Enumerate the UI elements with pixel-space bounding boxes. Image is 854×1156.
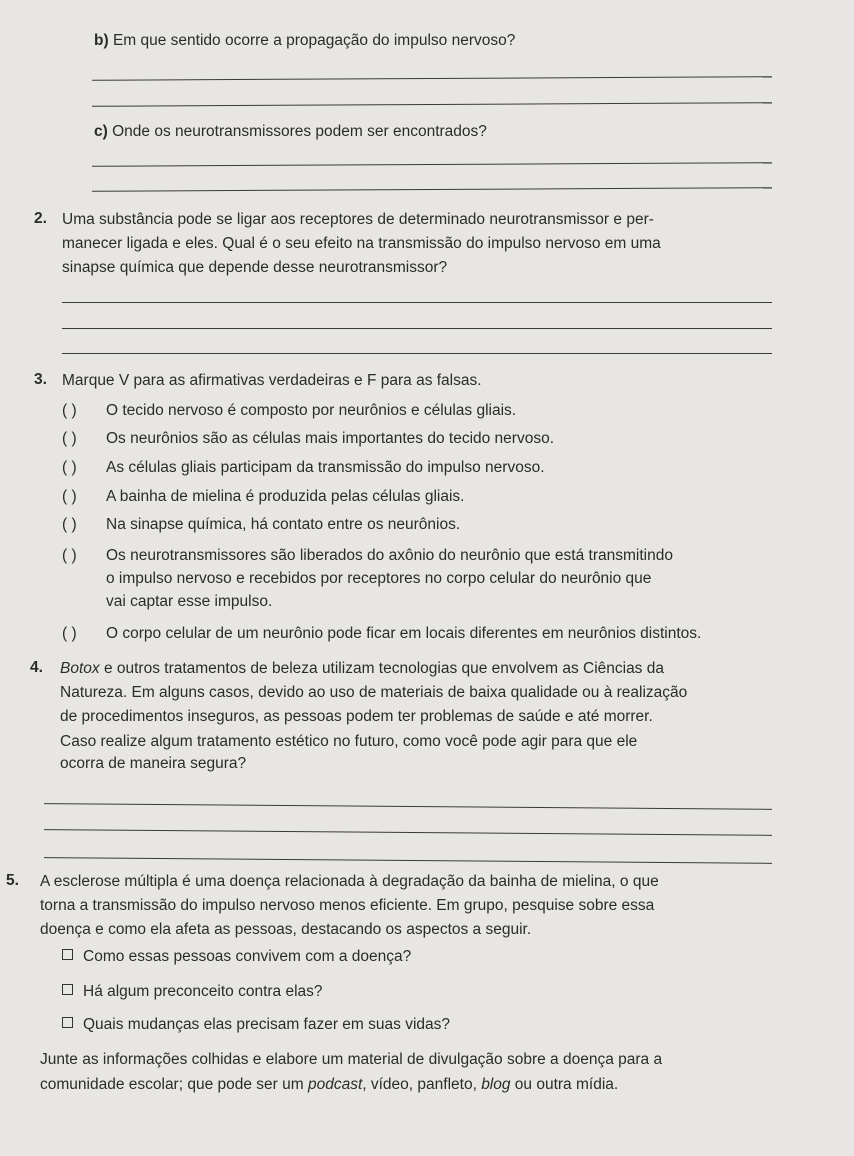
blog-term: blog <box>481 1076 511 1093</box>
bullet-text: Há algum preconceito contra elas? <box>83 983 323 1000</box>
bullet-text: Quais mudanças elas precisam fazer em suas vidas? <box>83 1016 450 1033</box>
botox-term: Botox <box>60 660 100 677</box>
final-text: , vídeo, panfleto, <box>362 1076 482 1093</box>
true-false-item <box>62 545 673 567</box>
question-3-number: 3. <box>34 371 47 388</box>
answer-line[interactable] <box>92 76 772 81</box>
true-false-item-continuation: o impulso nervoso e recebidos por receptores no corpo celular do neurônio que <box>106 570 652 587</box>
question-4-number: 4. <box>30 659 43 676</box>
true-false-item-continuation: vai captar esse impulso. <box>106 593 273 610</box>
item-text: As células gliais participam da transmissão do impulso nervoso. <box>106 459 545 476</box>
checkbox-icon <box>62 1017 73 1028</box>
question-4-line: ocorra de maneira segura? <box>60 755 247 772</box>
question-4-line: Caso realize algum tratamento estético no futuro, como você pode agir para que ele <box>60 733 638 750</box>
question-1c-text: Onde os neurotransmissores podem ser encontrados? <box>112 123 487 140</box>
answer-line[interactable] <box>62 302 772 303</box>
question-1b <box>94 30 515 52</box>
answer-line[interactable] <box>44 857 772 864</box>
question-5-final-line: Junte as informações colhidas e elabore um material de divulgação sobre a doença para a <box>40 1051 663 1068</box>
answer-line[interactable] <box>44 829 772 836</box>
answer-line[interactable] <box>62 328 772 329</box>
true-false-item <box>62 400 516 422</box>
question-1b-text: Em que sentido ocorre a propagação do impulso nervoso? <box>112 32 516 49</box>
answer-line[interactable] <box>44 803 772 810</box>
answer-blank[interactable]: ( ) <box>62 430 77 447</box>
answer-blank[interactable]: ( ) <box>62 488 77 505</box>
answer-blank[interactable]: ( ) <box>62 516 77 533</box>
answer-line[interactable] <box>92 187 772 192</box>
answer-blank[interactable]: ( ) <box>62 547 77 564</box>
question-2-number: 2. <box>34 210 47 227</box>
answer-blank[interactable]: ( ) <box>62 459 77 476</box>
question-5-line: torna a transmissão do impulso nervoso menos eficiente. Em grupo, pesquise sobre essa <box>40 897 655 914</box>
true-false-item <box>62 457 545 479</box>
item-text: Os neurotransmissores são liberados do axônio do neurônio que está transmitindo <box>106 547 673 564</box>
answer-blank[interactable]: ( ) <box>62 402 77 419</box>
question-5-number: 5. <box>6 872 19 889</box>
item-text: Na sinapse química, há contato entre os neurônios. <box>106 516 461 533</box>
final-text: ou outra mídia. <box>510 1076 619 1093</box>
item-text: Os neurônios são as células mais importantes do tecido nervoso. <box>106 430 555 447</box>
question-2-line: manecer ligada e eles. Qual é o seu efeito na transmissão do impulso nervoso em uma <box>62 235 661 252</box>
answer-line[interactable] <box>92 162 772 167</box>
checkbox-icon <box>62 949 73 960</box>
question-3-intro: Marque V para as afirmativas verdadeiras e F para as falsas. <box>62 372 482 389</box>
question-1b-label: b) <box>94 32 109 49</box>
true-false-item <box>62 623 701 645</box>
question-1c-label: c) <box>94 123 108 140</box>
answer-blank[interactable]: ( ) <box>62 625 77 642</box>
question-5-line: doença e como ela afeta as pessoas, destacando os aspectos a seguir. <box>40 921 532 938</box>
question-4-line: de procedimentos inseguros, as pessoas podem ter problemas de saúde e até morrer. <box>60 708 653 725</box>
bullet-item <box>62 1014 450 1036</box>
question-5-line: A esclerose múltipla é uma doença relacionada à degradação da bainha de mielina, o que <box>40 873 659 890</box>
bullet-item <box>62 981 323 1003</box>
bullet-item <box>62 946 411 968</box>
question-2-line: Uma substância pode se ligar aos receptores de determinado neurotransmissor e per- <box>62 211 654 228</box>
true-false-item <box>62 514 460 536</box>
question-4-line-text: e outros tratamentos de beleza utilizam tecnologias que envolvem as Ciências da <box>99 660 664 677</box>
final-text: comunidade escolar; que pode ser um <box>40 1076 308 1093</box>
question-5-final-line <box>40 1074 618 1096</box>
question-4-line <box>60 658 664 680</box>
question-1c <box>94 121 487 143</box>
true-false-item <box>62 428 554 450</box>
answer-line[interactable] <box>62 353 772 354</box>
question-4-line: Natureza. Em alguns casos, devido ao uso de materiais de baixa qualidade ou à realização <box>60 684 688 701</box>
item-text: A bainha de mielina é produzida pelas células gliais. <box>106 488 465 505</box>
answer-line[interactable] <box>92 102 772 107</box>
bullet-text: Como essas pessoas convivem com a doença? <box>83 948 412 965</box>
question-2-line: sinapse química que depende desse neurotransmissor? <box>62 259 448 276</box>
checkbox-icon <box>62 984 73 995</box>
item-text: O tecido nervoso é composto por neurônios e células gliais. <box>106 402 517 419</box>
true-false-item <box>62 486 464 508</box>
podcast-term: podcast <box>307 1076 363 1093</box>
item-text: O corpo celular de um neurônio pode ficar em locais diferentes em neurônios distintos. <box>106 625 702 642</box>
